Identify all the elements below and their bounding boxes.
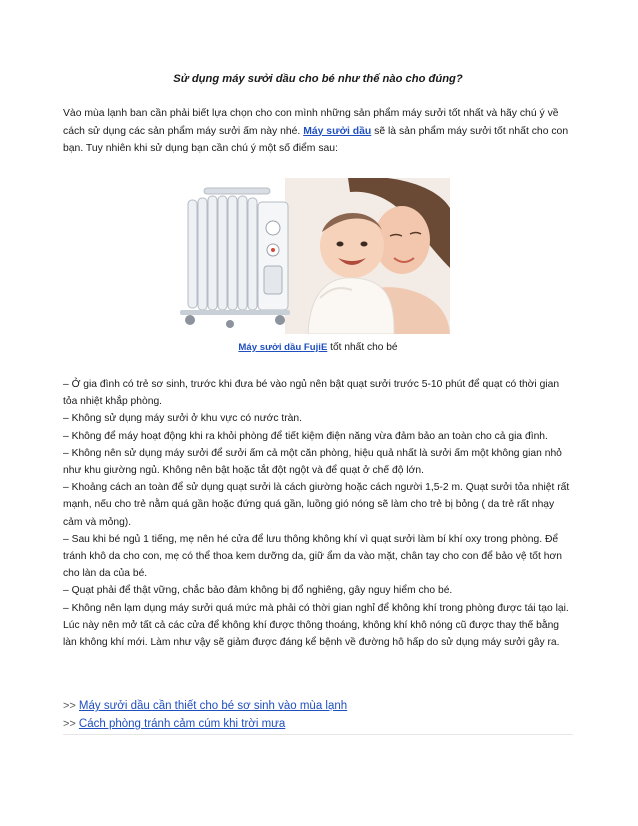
related-link-prefix: >> (63, 718, 79, 730)
tip-item: – Ở gia đình có trẻ sơ sinh, trước khi đưa bé vào ngủ nên bật quạt sưởi trước 5-10 phút để quạt có thời gian tỏa nhiệt khắp phòng. (63, 379, 560, 408)
tip-item: – Khoảng cách an toàn để sử dụng quạt sưởi là cách giường hoặc cách người 1,5-2 m. Quạt sưởi tỏa nhiệt rất mạnh, nếu cho trẻ nằm quá gần hoặc đứng quá gần, luồng gió nóng sẽ làm cho trẻ bị bỏng ( da trẻ rất nhạy cảm và mỏng). (63, 482, 570, 528)
related-link[interactable]: Máy sưởi dầu cần thiết cho bé sơ sinh vào mùa lạnh (78, 700, 348, 712)
caption-text: tốt nhất cho bé (327, 342, 398, 353)
related-link[interactable]: Cách phòng tránh cảm cúm khi trời mưa (78, 718, 286, 730)
related-link-row (63, 697, 573, 715)
image-caption (63, 342, 573, 353)
tip-item: – Không sử dụng máy sưởi ở khu vực có nước tràn. (63, 413, 302, 425)
related-link-prefix: >> (63, 700, 79, 712)
heater-and-baby-illustration (180, 178, 450, 334)
product-photo (180, 178, 450, 334)
related-link-row (63, 715, 573, 733)
article-title: Sử dụng máy sưởi dầu cho bé như thế nào cho đúng? (173, 73, 463, 85)
tip-item: – Quạt phải để thật vững, chắc bảo đảm không bị đổ nghiêng, gây nguy hiểm cho bé. (63, 585, 453, 597)
tip-item: – Không để máy hoạt động khi ra khỏi phòng để tiết kiệm điện năng vừa đảm bảo an toàn cho cả gia đình. (63, 430, 548, 442)
intro-product-link[interactable]: Máy sưởi dầu (303, 125, 372, 137)
intro-paragraph (63, 105, 573, 158)
tip-item: – Sau khi bé ngủ 1 tiếng, mẹ nên hé cửa để lưu thông không khí vì quạt sưởi làm bí khí oxy trong phòng. Để tránh khô da cho con, mẹ có thể thoa kem dưỡng da, giữ ẩm da vào mặt, chân tay cho con để bảo vệ tốt hơn cho làn da của bé. (63, 533, 562, 580)
tip-item: – Không nên lạm dụng máy sưởi quá mức mà phải có thời gian nghỉ để không khí trong phòng được tái tạo lại. Lúc này nên mở tất cả các cửa để không khí được thông thoáng, không khí khô nóng cũ được thay thế bằng làn không khí mới. Làm như vậy sẽ giảm được đáng kể bệnh về đường hô hấp do sử dụng máy sưởi gây ra. (63, 602, 569, 649)
caption-product-link[interactable]: Máy sưởi dầu FujiE (238, 342, 328, 353)
intro-text-1: Vào mùa lạnh ban cần phải biết lựa chọn cho con mình những sản phẩm máy sưởi tốt nhất và hãy chú ý về cách sử dụng các sản phẩm máy sưởi ấm này nhé. (63, 108, 559, 137)
tip-item: – Không nên sử dụng máy sưởi để sưởi ấm cả một căn phòng, hiệu quả nhất là sưởi ấm một không gian nhỏ như khu giường ngủ. Không nên bật hoặc tắt đột ngột và để quạt ở chế độ lớn. (63, 447, 562, 477)
heater-dial-icon (266, 221, 280, 235)
tips-list (63, 376, 573, 651)
footer-divider (63, 734, 573, 735)
related-links (63, 697, 573, 733)
intro-text-2: sẽ là sản phẩm máy sưởi tốt nhất cho con bạn. Tuy nhiên khi sử dụng bạn cần chú ý một số điểm sau: (63, 125, 569, 154)
